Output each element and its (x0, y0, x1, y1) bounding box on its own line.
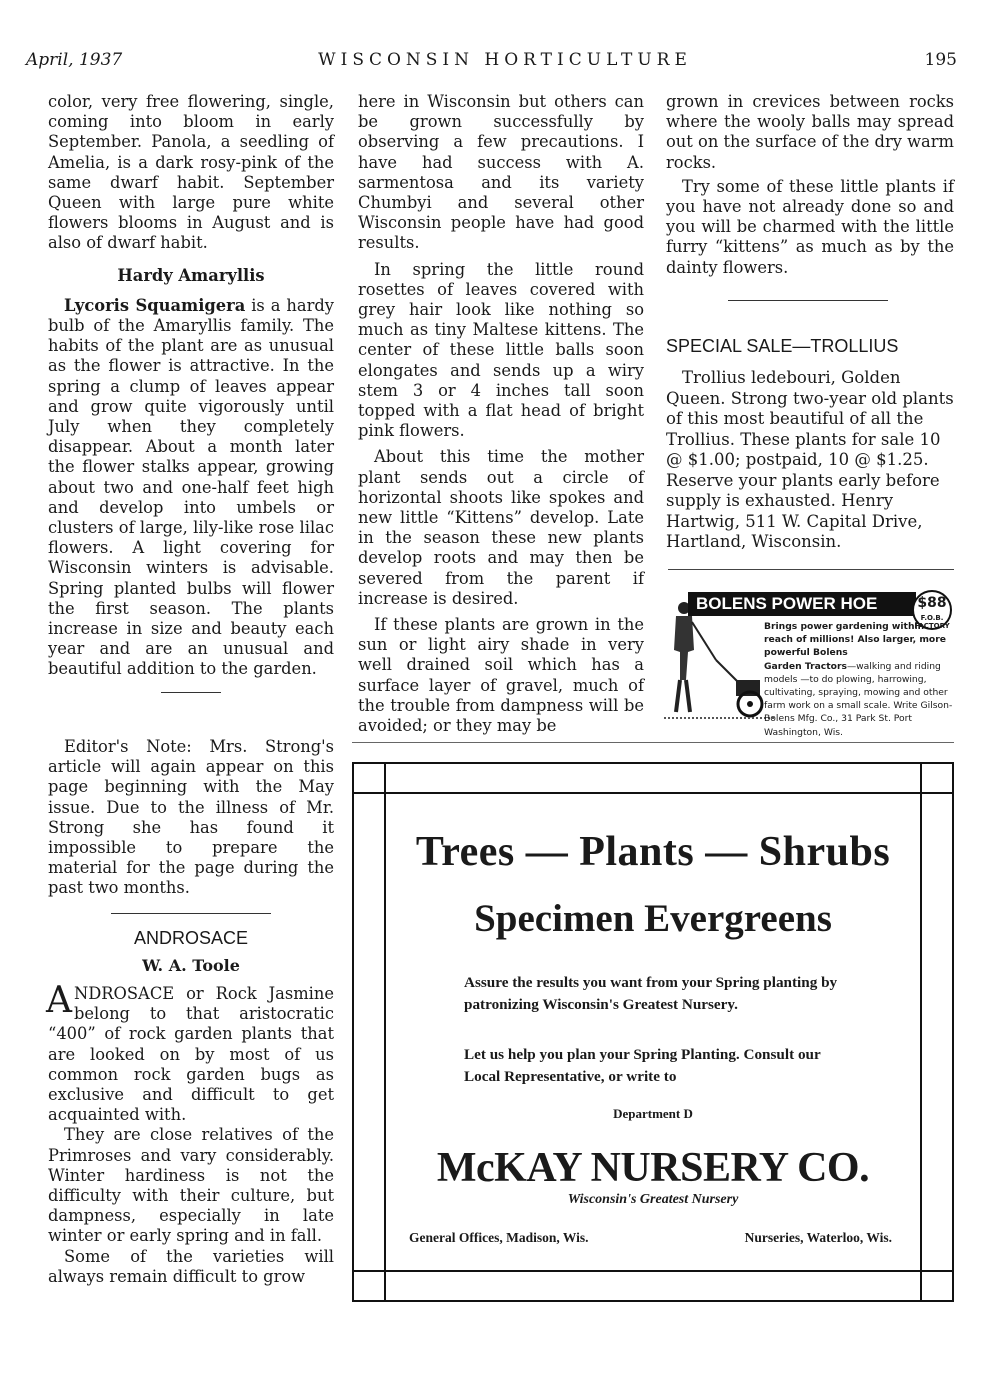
border-line (354, 792, 952, 794)
drop-cap: A (46, 980, 72, 1022)
lycoris-text: is a hardy bulb of the Amaryllis family. The habits of the plant are as unusual as the flower is attractive. In the spring a clump of leaves appear and grow quite vigorously until July when they completely disappear. About a month later the flower stalks appear, growing about two and one-half feet high and develop into umbels or clusters of large, lily-like rose lilac flowers. A light covering for Wisconsin winters is advisable. Spring planted bulbs will flower the first season. The plants increase in size and beauty each year and are an unusual and beautiful addition to the garden. (48, 295, 334, 679)
divider (668, 569, 954, 570)
androsace-paragraph-1 (46, 980, 334, 1125)
col3-paragraph-1: grown in crevices between rocks where the wooly balls may spread out on the surface of the dry warm rocks. (666, 92, 954, 172)
col1-paragraph: color, very free flowering, single, coming into bloom in early September. Panola, a seedling of Amelia, is a dark rosy-pink of the same dwarf habit. September Queen with large pure white flowers blooms in August and is also of dwarf habit. (48, 92, 334, 253)
editor-note: Editor's Note: Mrs. Strong's article will again appear on this page beginning with the May issue. Due to the illness of Mr. Strong she has found it impossible to prepare the material for the page during the past two months. (48, 737, 334, 898)
page-divider (352, 742, 954, 743)
bolens-headline: BOLENS POWER HOE (688, 592, 916, 616)
col2-paragraph-2: In spring the little round rosettes of leaves covered with grey hair look like nothing so much as tiny Maltese kittens. The center of these little balls soon elongates and sends up a wiry stem 3 or 4 inches tall soon topped with a flat head of bright pink flowers. (358, 259, 644, 441)
issue-date: April, 1937 (26, 50, 123, 70)
bolens-line-2: —walking and riding models —to do plowing, harrowing, cultivating, spraying, mowing and other farm work on a small scale. Write Gilson-Bolens Mfg. Co., 31 Park St. Port Washington, Wis. (764, 660, 953, 738)
divider (728, 300, 888, 301)
bolens-line-1: Brings power gardening within reach of millions! Also larger, more powerful Bolens (764, 621, 946, 659)
gardener-tractor-illustration (664, 600, 774, 720)
hardy-amaryllis-heading: Hardy Amaryllis (117, 265, 265, 285)
divider (111, 913, 271, 914)
column-3 (666, 92, 954, 553)
article-author: W. A. Toole (142, 955, 240, 975)
general-offices: General Offices, Madison, Wis. (409, 1230, 589, 1245)
special-sale-text: Trollius ledebouri, Golden Queen. Strong two-year old plants of this most beautiful of all the Trollius. These plants for sale 10 @ $1.00; postpaid, 10 @ $1.25. Reserve your plants early before supply is exhausted. Henry Hartwig, 511 W. Capital Drive, Hartland, Wisconsin. (666, 368, 954, 552)
bolens-ad (664, 590, 954, 738)
price: $88 (917, 595, 947, 611)
androsace-paragraph-3: Some of the varieties will always remain difficult to grow (48, 1246, 334, 1286)
col2-paragraph-4: If these plants are grown in the sun or light airy shade in very well drained soil which has a surface layer of gravel, much of the trouble from dampness will be avoided; or they may be (358, 615, 644, 736)
garden-tractors: Garden Tractors (764, 660, 847, 672)
ad-headline: Trees — Plants — Shrubs (415, 829, 891, 875)
tagline: Wisconsin's Greatest Nursery (567, 1192, 739, 1207)
androsace-text-1: NDROSACE or Rock Jasmine belong to that aristocratic “400” of rock garden plants that are looked on by most of us common rock garden bugs as exclusive and difficult to get acquainted with. (48, 984, 334, 1125)
column-2 (358, 92, 644, 736)
border-line (354, 1270, 952, 1272)
ad-subheadline: Specimen Evergreens (474, 897, 832, 940)
col2-paragraph-1: here in Wisconsin but others can be grown successfully by observing a few precautions. I have had success with A. sarmentosa and its variety Chumbyi and several other Wisconsin people have had good results. (358, 92, 644, 253)
lycoris-paragraph (48, 296, 334, 680)
mckay-ad (352, 762, 954, 1302)
special-sale-heading: SPECIAL SALE—TROLLIUS (666, 335, 899, 356)
nurseries-location: Nurseries, Waterloo, Wis. (744, 1230, 892, 1245)
department: Department D (613, 1106, 693, 1121)
androsace-title: ANDROSACE (133, 927, 249, 948)
page-number: 195 (924, 50, 957, 70)
bolens-body (764, 620, 954, 739)
lycoris-name: Lycoris Squamigera (64, 295, 246, 315)
badge-subtext: F.O.B. FACTORY (914, 614, 950, 630)
androsace-paragraph-2: They are close relatives of the Primroses and vary considerably. Winter hardiness is not the difficulty with their culture, but dampness, especially in late winter or early spring and in fall. (48, 1125, 334, 1246)
column-1 (48, 92, 334, 693)
column-1-lower (48, 737, 334, 1287)
ad-paragraph-2: Let us help you plan your Spring Planting. Consult our Local Representative, or write to (464, 1046, 821, 1085)
col2-paragraph-3: About this time the mother plant sends out a circle of horizontal shoots like spokes and new little “Kittens” develop. Late in the season these new plants develop roots and may then be severed from the parent if increase is desired. (358, 447, 644, 608)
divider (161, 692, 221, 693)
ad-paragraph-1: Assure the results you want from your Spring planting by patronizing Wisconsin's Greatest Nursery. (464, 974, 838, 1013)
magazine-title: WISCONSIN HORTICULTURE (318, 50, 692, 70)
company-name: McKAY NURSERY CO. (436, 1145, 870, 1191)
col3-paragraph-2: Try some of these little plants if you have not already done so and you will be charmed with the little furry “kittens” as much as by the dainty flowers. (666, 176, 954, 277)
